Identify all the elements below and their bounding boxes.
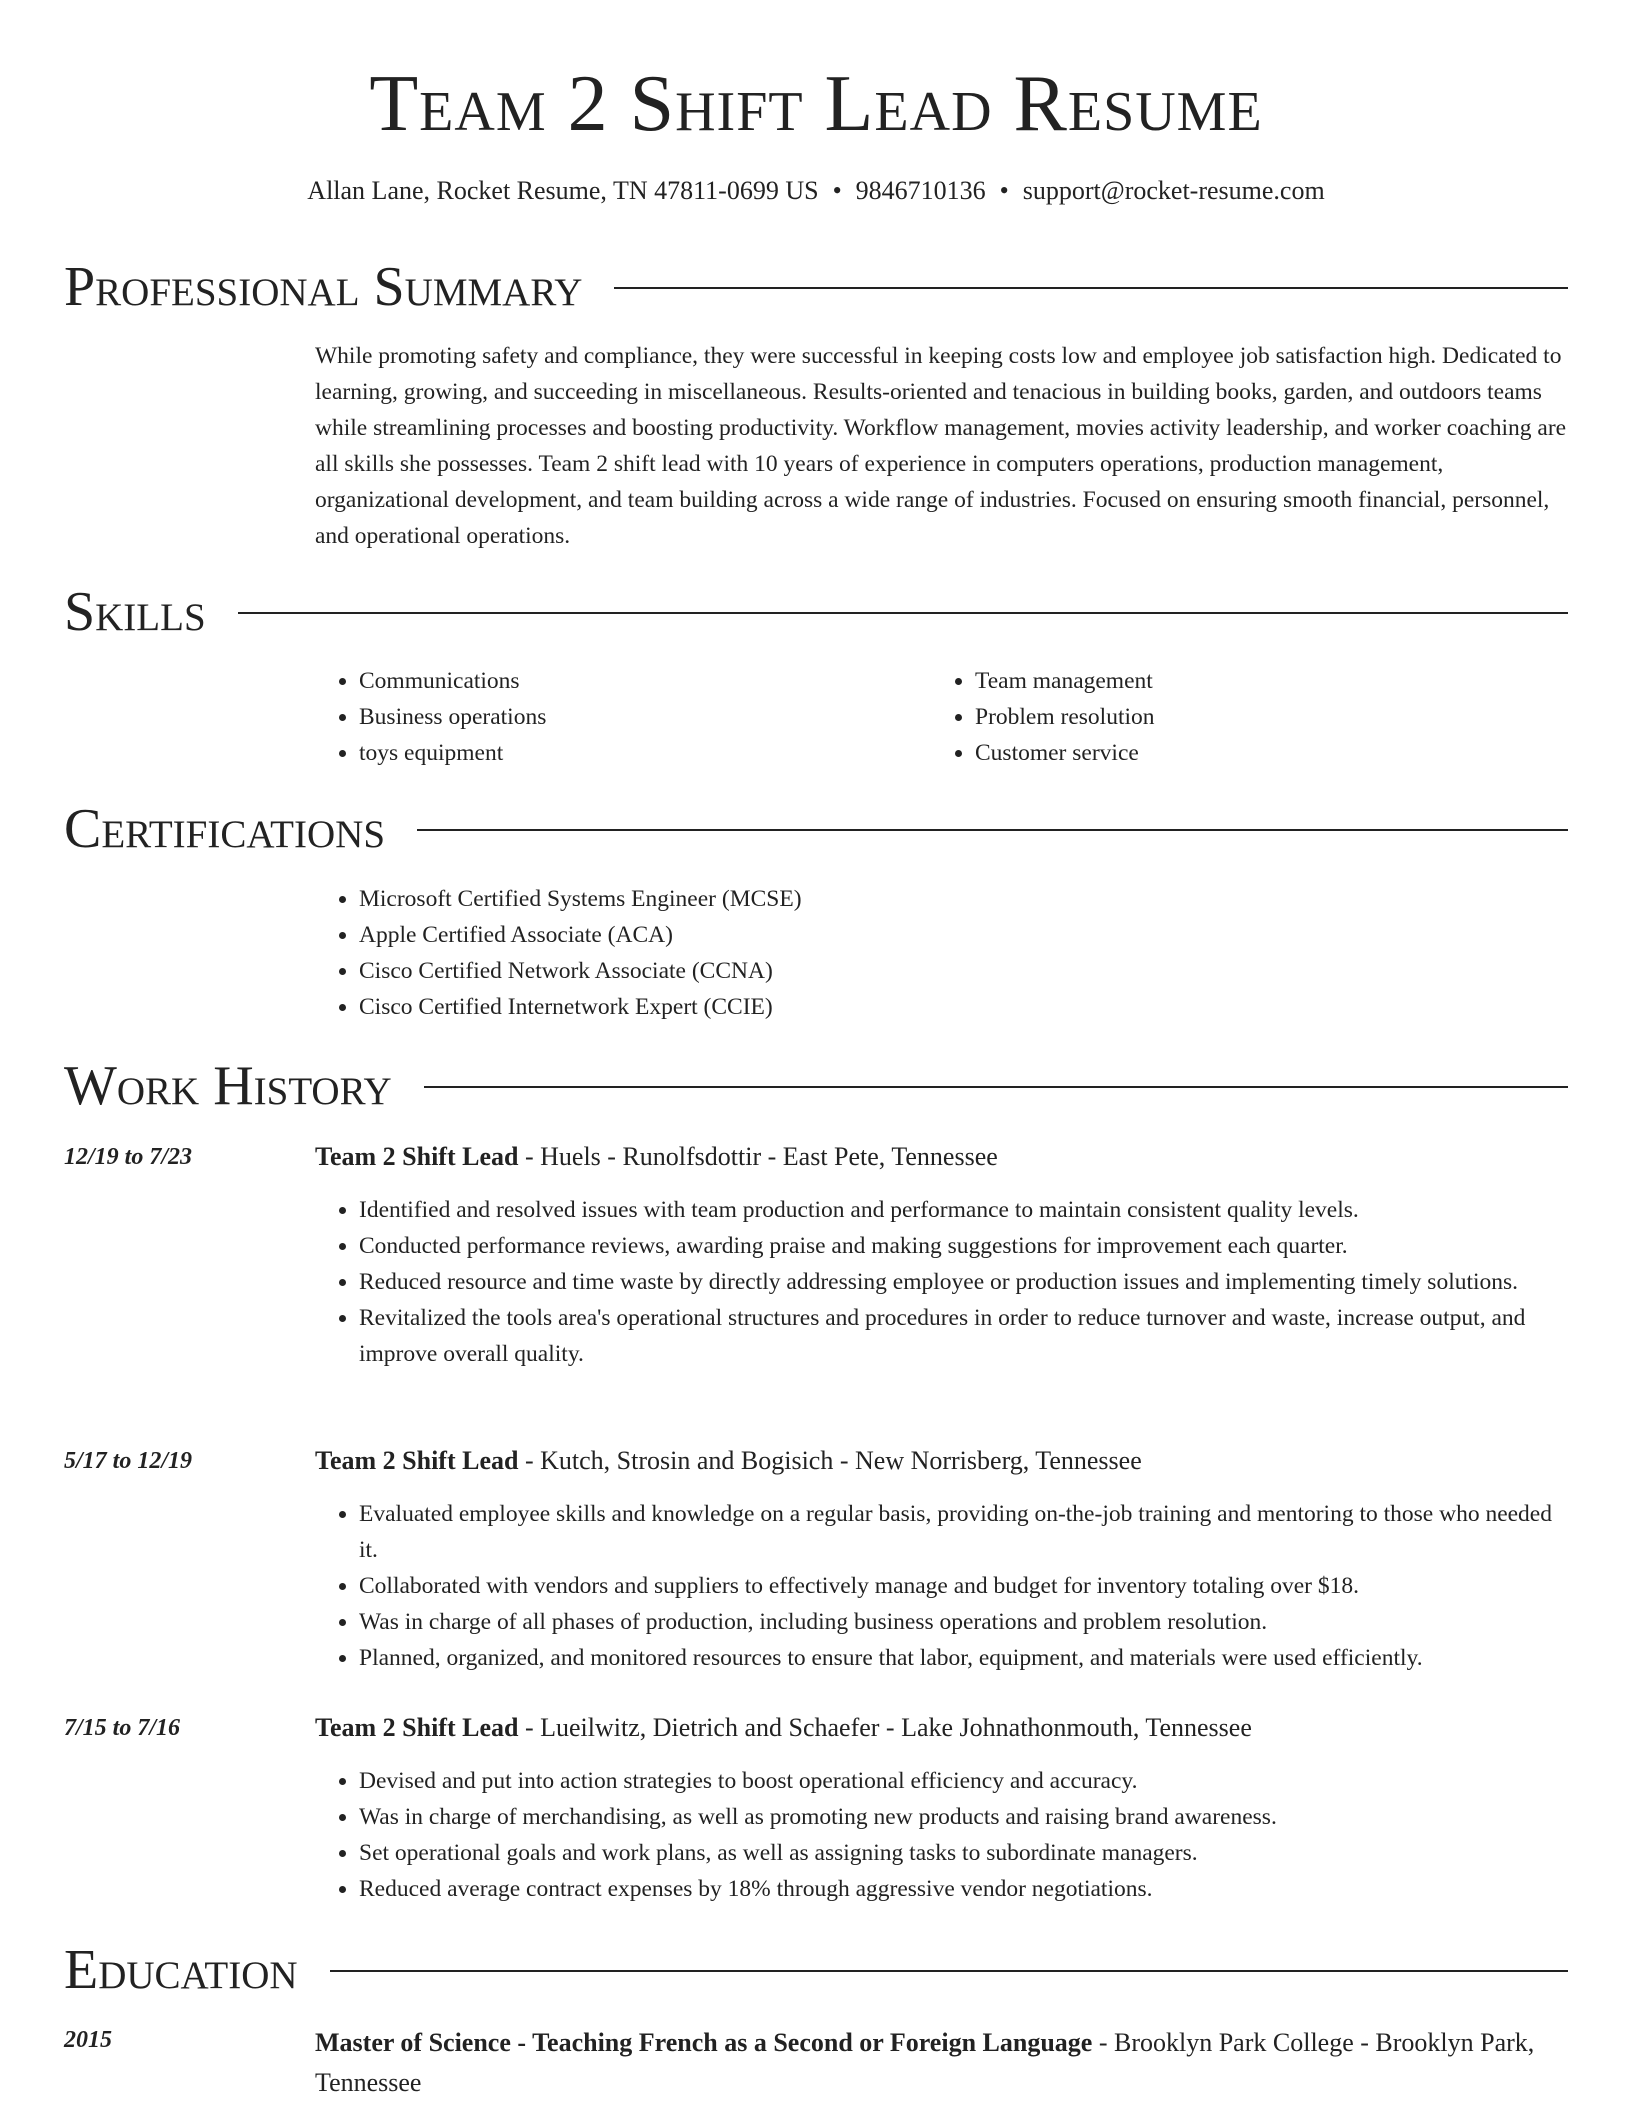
education-heading	[315, 2023, 1570, 2103]
certification-item: • Cisco Certified Network Associate (CCNA)	[359, 953, 1570, 989]
job-dates: 5/17 to 12/19	[64, 1448, 193, 1474]
contact-separator: •	[999, 176, 1009, 205]
resume-title: Team 2 Shift Lead Resume	[369, 60, 1263, 148]
certification-item: • Apple Certified Associate (ACA)	[359, 917, 1570, 953]
job-heading	[315, 1711, 1570, 1745]
contact-separator: •	[832, 176, 842, 205]
education-year: 2015	[64, 2027, 112, 2053]
skill-item: • Communications	[359, 663, 895, 699]
skills-heading-text: Skills	[64, 581, 206, 643]
work-history-heading-text: Work History	[64, 1055, 392, 1117]
duty-item: • Identified and resolved issues with team production and performance to maintain consistent quality levels.	[359, 1192, 1570, 1228]
job-employer: - Kutch, Strosin and Bogisich - New Norrisberg, Tennessee	[518, 1446, 1142, 1475]
skill-item: • Problem resolution	[975, 699, 1511, 735]
section-divider	[238, 612, 1568, 614]
job-dates: 7/15 to 7/16	[64, 1715, 181, 1741]
summary-heading-text: Professional Summary	[64, 256, 583, 318]
certifications-heading-text: Certifications	[64, 798, 386, 860]
duty-item: • Planned, organized, and monitored resources to ensure that labor, equipment, and materials were used efficiently.	[359, 1640, 1570, 1676]
job-duties	[315, 1192, 1570, 1372]
work-history-section-heading	[64, 1052, 1568, 1120]
job-duties	[315, 1496, 1570, 1676]
duty-item: • Was in charge of all phases of production, including business operations and problem resolution.	[359, 1604, 1570, 1640]
certification-item: • Microsoft Certified Systems Engineer (MCSE)	[359, 881, 1570, 917]
contact-email: support@rocket-resume.com	[1022, 176, 1325, 205]
job-heading	[315, 1140, 1570, 1174]
skills-section-heading	[64, 578, 1568, 646]
job-employer: - Huels - Runolfsdottir - East Pete, Tennessee	[518, 1142, 998, 1171]
contact-line	[0, 174, 1632, 208]
section-divider	[417, 829, 1568, 831]
certification-item: • Cisco Certified Internetwork Expert (CCIE)	[359, 989, 1570, 1025]
duty-item: • Set operational goals and work plans, as well as assigning tasks to subordinate managers.	[359, 1835, 1570, 1871]
duty-item: • Conducted performance reviews, awarding praise and making suggestions for improvement each quarter.	[359, 1228, 1570, 1264]
duty-item: • Reduced resource and time waste by directly addressing employee or production issues and implementing timely solutions.	[359, 1264, 1570, 1300]
duty-item: • Devised and put into action strategies to boost operational efficiency and accuracy.	[359, 1763, 1570, 1799]
job-dates: 12/19 to 7/23	[64, 1144, 193, 1170]
education-section-heading	[64, 1936, 1568, 2004]
education-heading-text: Education	[64, 1939, 298, 2001]
duty-item: • Revitalized the tools area's operational structures and procedures in order to reduce turnover and waste, increase output, and improve overall quality.	[359, 1300, 1570, 1372]
contact-phone: 9846710136	[855, 176, 986, 205]
job-employer: - Lueilwitz, Dietrich and Schaefer - Lake Johnathonmouth, Tennessee	[518, 1713, 1252, 1742]
skill-item: • Team management	[975, 663, 1511, 699]
duty-item: • Evaluated employee skills and knowledge on a regular basis, providing on-the-job training and mentoring to those who needed it.	[359, 1496, 1570, 1568]
section-divider	[614, 287, 1568, 289]
job-duties	[315, 1763, 1570, 1907]
certifications-list	[315, 881, 1570, 1025]
summary-text: While promoting safety and compliance, they were successful in keeping costs low and employee job satisfaction high. Dedicated to learning, growing, and succeeding in miscellaneous. Results-oriented and tenacious in building books, garden, and outdoors teams while streamlining processes and boosting productivity. Workflow management, movies activity leadership, and worker coaching are all skills she possesses. Team 2 shift lead with 10 years of experience in computers operations, production management, organizational development, and team building across a wide range of industries. Focused on ensuring smooth financial, personnel, and operational operations.	[315, 343, 1567, 549]
skills-column-right	[931, 663, 1511, 771]
contact-address: Allan Lane, Rocket Resume, TN 47811-0699 US	[307, 176, 819, 205]
job-role: Team 2 Shift Lead	[315, 1713, 519, 1742]
section-divider	[330, 1970, 1568, 1972]
education-school: - Brooklyn Park College - Brooklyn Park, Tennessee	[315, 2028, 1535, 2097]
duty-item: • Collaborated with vendors and suppliers to effectively manage and budget for inventory totaling over $18.	[359, 1568, 1570, 1604]
duty-item: • Reduced average contract expenses by 18% through aggressive vendor negotiations.	[359, 1871, 1570, 1907]
section-divider	[424, 1086, 1568, 1088]
education-degree: Master of Science - Teaching French as a Second or Foreign Language	[315, 2028, 1093, 2057]
skills-column-left	[315, 663, 895, 771]
job-role: Team 2 Shift Lead	[315, 1446, 519, 1475]
duty-item: • Was in charge of merchandising, as well as promoting new products and raising brand awareness.	[359, 1799, 1570, 1835]
summary-section-heading	[64, 253, 1568, 321]
job-role: Team 2 Shift Lead	[315, 1142, 519, 1171]
job-heading	[315, 1444, 1570, 1478]
certifications-section-heading	[64, 795, 1568, 863]
skill-item: • Business operations	[359, 699, 895, 735]
skill-item: • Customer service	[975, 735, 1511, 771]
skill-item: • toys equipment	[359, 735, 895, 771]
